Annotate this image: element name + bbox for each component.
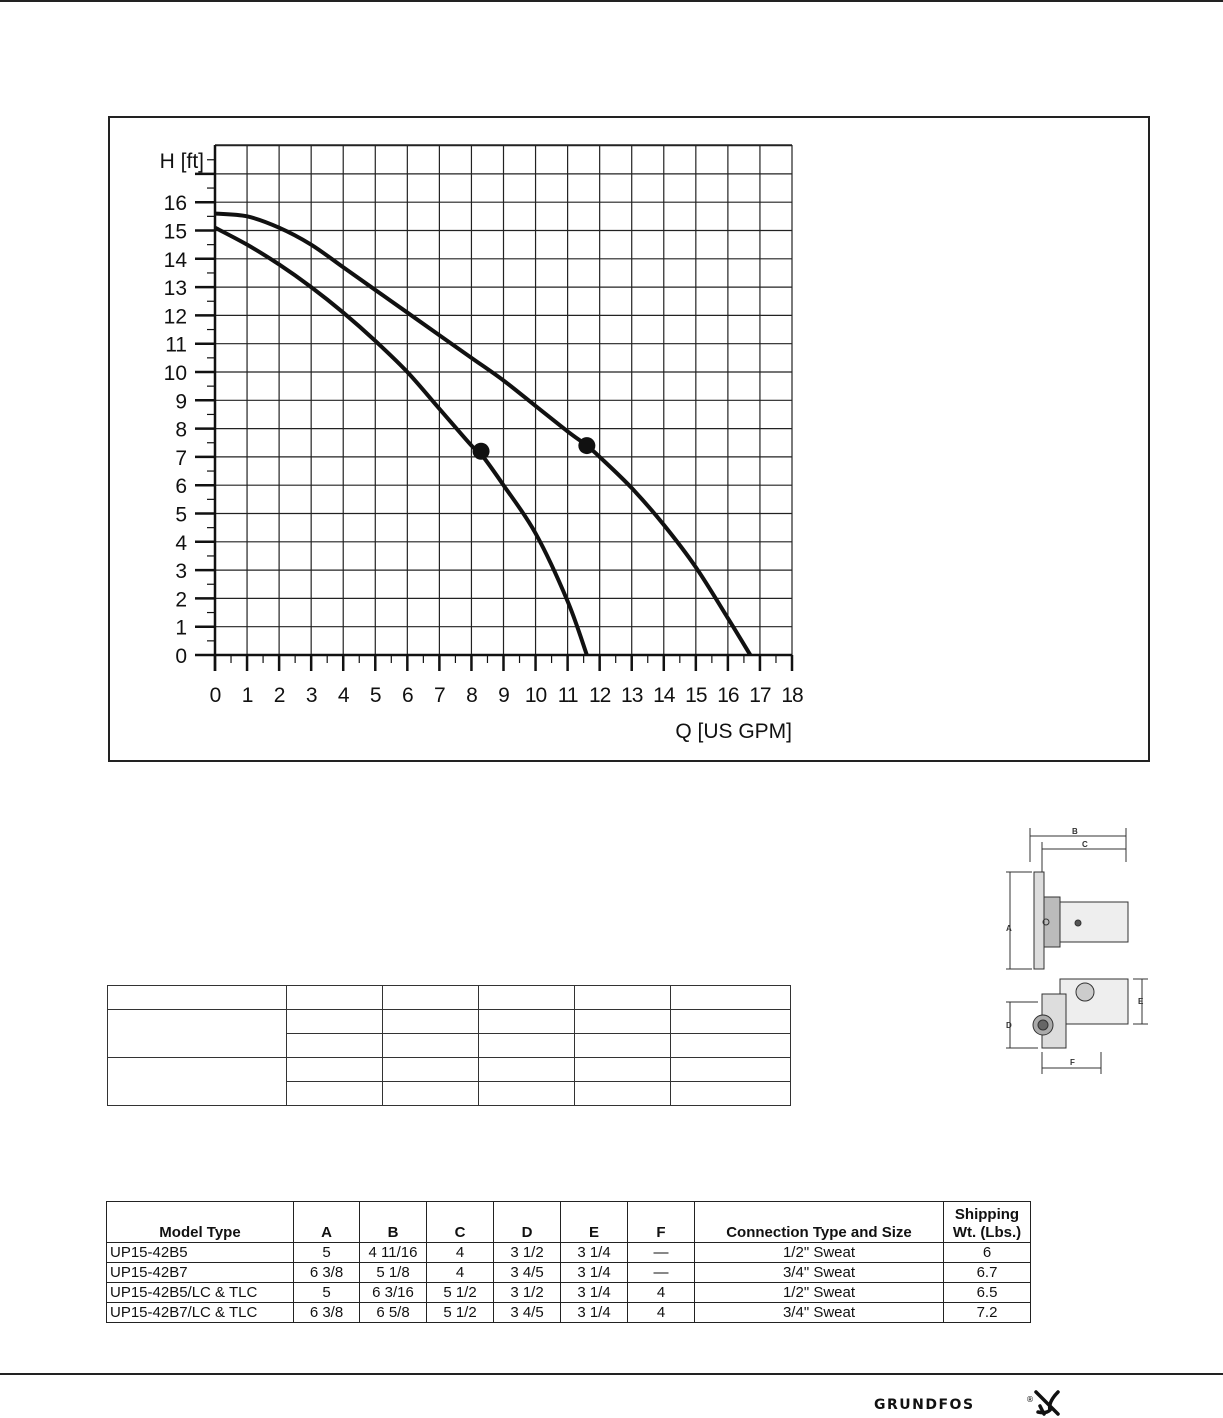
operating-point-marker [473, 443, 490, 460]
y-tick-label: 6 [175, 475, 187, 499]
table-cell: 3 1/4 [561, 1263, 628, 1283]
col-header: D [494, 1202, 561, 1243]
dim-label-d: D [1006, 1021, 1012, 1030]
table-cell: 7.2 [944, 1303, 1031, 1323]
y-tick-label: 9 [175, 390, 187, 414]
y-tick-label: 10 [163, 362, 187, 385]
table-cell: 3 1/4 [561, 1243, 628, 1263]
model-cell: UP15-42B5 [107, 1243, 294, 1263]
col-header: F [628, 1202, 695, 1243]
table-cell: 1/2" Sweat [695, 1243, 944, 1263]
table-cell: 5 1/2 [427, 1303, 494, 1323]
table-cell: 3/4" Sweat [695, 1303, 944, 1323]
y-tick-label: 8 [175, 418, 187, 442]
table-cell: 4 [427, 1263, 494, 1283]
x-tick-label: 9 [498, 684, 509, 707]
x-tick-label: 14 [653, 684, 675, 707]
y-tick-label: 1 [175, 616, 187, 640]
dim-label-f: F [1070, 1058, 1075, 1067]
logo-registered-mark: ® [1026, 1395, 1034, 1404]
model-cell: UP15-42B5/LC & TLC [107, 1283, 294, 1303]
x-tick-label: 18 [781, 684, 803, 707]
x-tick-label: 11 [557, 684, 578, 707]
x-tick-label: 0 [209, 684, 221, 707]
table-cell: 4 11/16 [360, 1243, 427, 1263]
x-tick-label: 16 [717, 684, 739, 707]
model-cell: UP15-42B7 [107, 1263, 294, 1283]
table-cell: 6 3/16 [360, 1283, 427, 1303]
table-cell: 5 1/8 [360, 1263, 427, 1283]
table-cell: 3 1/2 [494, 1283, 561, 1303]
x-tick-label: 17 [749, 684, 771, 707]
bottom-rule [0, 1373, 1223, 1375]
x-tick-label: 10 [524, 684, 547, 707]
table-row [107, 1263, 1031, 1283]
pump-curve-chart [108, 116, 1150, 762]
col-header-line: Wt. (Lbs.) [952, 1224, 1022, 1241]
table-row [108, 1058, 791, 1082]
table-cell: 3 1/4 [561, 1283, 628, 1303]
table-row [108, 1010, 791, 1034]
y-tick-label: 0 [175, 645, 187, 668]
y-tick-label: 15 [163, 220, 187, 244]
table-cell: 5 [294, 1243, 360, 1263]
table-cell: 3 1/4 [561, 1303, 628, 1323]
pump-curve-line [215, 214, 750, 655]
top-rule [0, 0, 1223, 2]
table-cell: 3 4/5 [494, 1263, 561, 1283]
table-header-row [107, 1202, 1031, 1243]
y-tick-label: 14 [163, 248, 187, 272]
x-tick-label: 12 [588, 684, 611, 707]
table-cell: 6 3/8 [294, 1303, 360, 1323]
x-tick-label: 8 [466, 684, 477, 707]
model-cell: UP15-42B7/LC & TLC [107, 1303, 294, 1323]
y-tick-label: 3 [175, 560, 187, 584]
table-cell: 3/4" Sweat [695, 1263, 944, 1283]
table-cell: — [628, 1263, 695, 1283]
table-cell: 6.7 [944, 1263, 1031, 1283]
y-tick-label: 12 [163, 305, 187, 329]
col-header: Model Type [107, 1202, 294, 1243]
pump-curve-line [215, 228, 587, 655]
y-tick-label: 13 [163, 277, 187, 301]
x-tick-label: 15 [685, 684, 707, 707]
table-cell: 5 1/2 [427, 1283, 494, 1303]
table-row [107, 1243, 1031, 1263]
col-header-shipping [944, 1202, 1031, 1243]
pump-dimension-diagram [998, 822, 1148, 1084]
chart-svg [110, 118, 1152, 764]
col-header: B [360, 1202, 427, 1243]
dim-label-c: C [1082, 840, 1088, 849]
y-tick-label: 7 [175, 446, 187, 470]
dim-label-e: E [1138, 997, 1144, 1006]
x-tick-label: 13 [621, 684, 643, 707]
y-tick-label: 4 [175, 531, 187, 555]
col-header: Connection Type and Size [695, 1202, 944, 1243]
operating-point-marker [578, 437, 595, 454]
y-tick-label: 2 [175, 588, 187, 612]
y-tick-label: 5 [175, 503, 187, 527]
x-tick-label: 6 [401, 684, 413, 707]
col-header-line: Shipping [954, 1206, 1020, 1223]
x-tick-label: 5 [369, 684, 381, 707]
x-tick-label: 7 [434, 684, 445, 707]
table-cell: 1/2" Sweat [695, 1283, 944, 1303]
dim-label-b: B [1072, 827, 1078, 836]
logo-symbol-icon [1036, 1392, 1058, 1414]
y-axis-label: H [ft] [159, 150, 204, 173]
col-header: E [561, 1202, 628, 1243]
x-tick-label: 1 [241, 684, 253, 707]
table-cell: 3 4/5 [494, 1303, 561, 1323]
y-tick-label: 11 [165, 333, 187, 357]
col-header: A [294, 1202, 360, 1243]
dimensions-table [106, 1201, 1031, 1323]
table-cell: 3 1/2 [494, 1243, 561, 1263]
table-cell: 5 [294, 1283, 360, 1303]
table-cell: 4 [628, 1283, 695, 1303]
dim-label-a: A [1006, 924, 1012, 933]
table-cell: 4 [427, 1243, 494, 1263]
table-cell: — [628, 1243, 695, 1263]
x-tick-label: 3 [305, 684, 317, 707]
table-cell: 4 [628, 1303, 695, 1323]
grundfos-logo [872, 1388, 1072, 1418]
table-cell: 6 3/8 [294, 1263, 360, 1283]
table-row [108, 986, 791, 1010]
x-axis-label: Q [US GPM] [675, 720, 792, 743]
x-tick-label: 2 [273, 684, 285, 707]
table-cell: 6 [944, 1243, 1031, 1263]
table-row [107, 1303, 1031, 1323]
x-tick-label: 4 [337, 684, 349, 707]
table-cell: 6 5/8 [360, 1303, 427, 1323]
logo-wordmark: GRUNDFOS [874, 1397, 975, 1413]
col-header: C [427, 1202, 494, 1243]
y-tick-label: 16 [163, 192, 187, 216]
table-row [107, 1283, 1031, 1303]
blank-table [107, 985, 791, 1106]
table-cell: 6.5 [944, 1283, 1031, 1303]
